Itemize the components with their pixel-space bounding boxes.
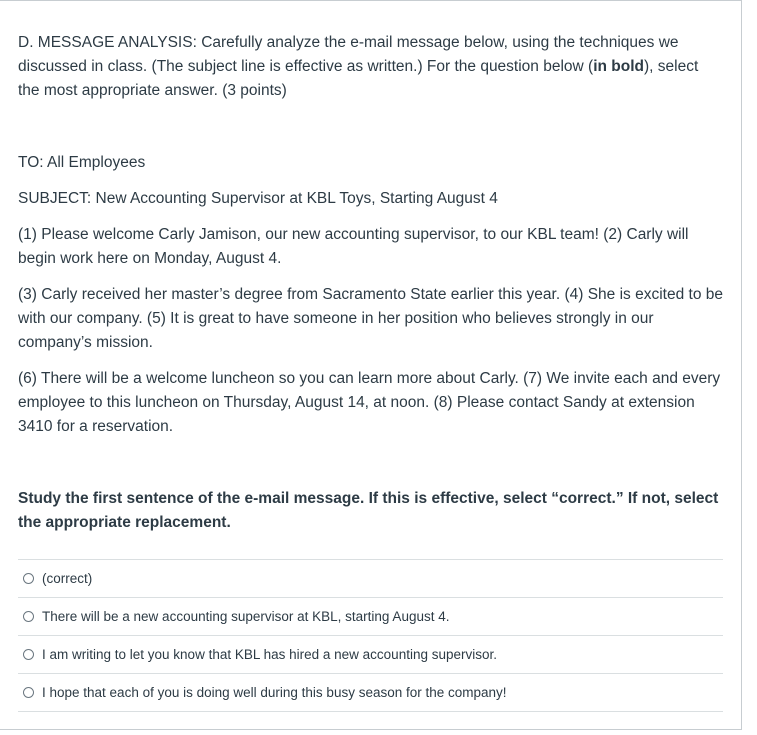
question-content [18,31,723,712]
instructions-text-1: D. MESSAGE ANALYSIS: Carefully analyze the e-mail message below, using the techniques we discussed in class. (The subject line is effective as written.) For the question below ( [18,34,679,75]
answer-option-label[interactable]: There will be a new accounting supervisor at KBL, starting August 4. [42,609,450,624]
instructions [18,31,723,103]
answer-option-4[interactable] [18,674,723,712]
answer-options [18,559,723,712]
instructions-bold: in bold [593,58,644,75]
answer-option-correct[interactable] [18,560,723,598]
radio-button[interactable] [23,611,34,622]
answer-option-2[interactable] [18,598,723,636]
email-subject: SUBJECT: New Accounting Supervisor at KBL Toys, Starting August 4 [18,190,498,207]
radio-button[interactable] [23,687,34,698]
answer-option-label[interactable]: I am writing to let you know that KBL has hired a new accounting supervisor. [42,647,497,662]
email-to: TO: All Employees [18,154,146,171]
email-paragraph-2: (3) Carly received her master’s degree from Sacramento State earlier this year. (4) She is excited to be with our company. (5) It is great to have someone in her position who believes strongly in our company’s mission. [18,286,723,351]
email-paragraph-1: (1) Please welcome Carly Jamison, our new accounting supervisor, to our KBL team! (2) Carly will begin work here on Monday, August 4. [18,226,689,267]
radio-button[interactable] [23,573,34,584]
instructions-text-2: ), select the most appropriate answer. (3 points) [18,58,699,99]
radio-button[interactable] [23,649,34,660]
question-prompt: Study the first sentence of the e-mail message. If this is effective, select “correct.” If not, select the appropriate replacement. [18,490,719,531]
email-paragraph-3: (6) There will be a welcome luncheon so you can learn more about Carly. (7) We invite each and every employee to this luncheon on Thursday, August 14, at noon. (8) Please contact Sandy at extension 3410 for a reservation. [18,370,721,435]
answer-option-label[interactable]: I hope that each of you is doing well during this busy season for the company! [42,685,507,700]
answer-option-3[interactable] [18,636,723,674]
answer-option-label[interactable]: (correct) [42,571,93,586]
